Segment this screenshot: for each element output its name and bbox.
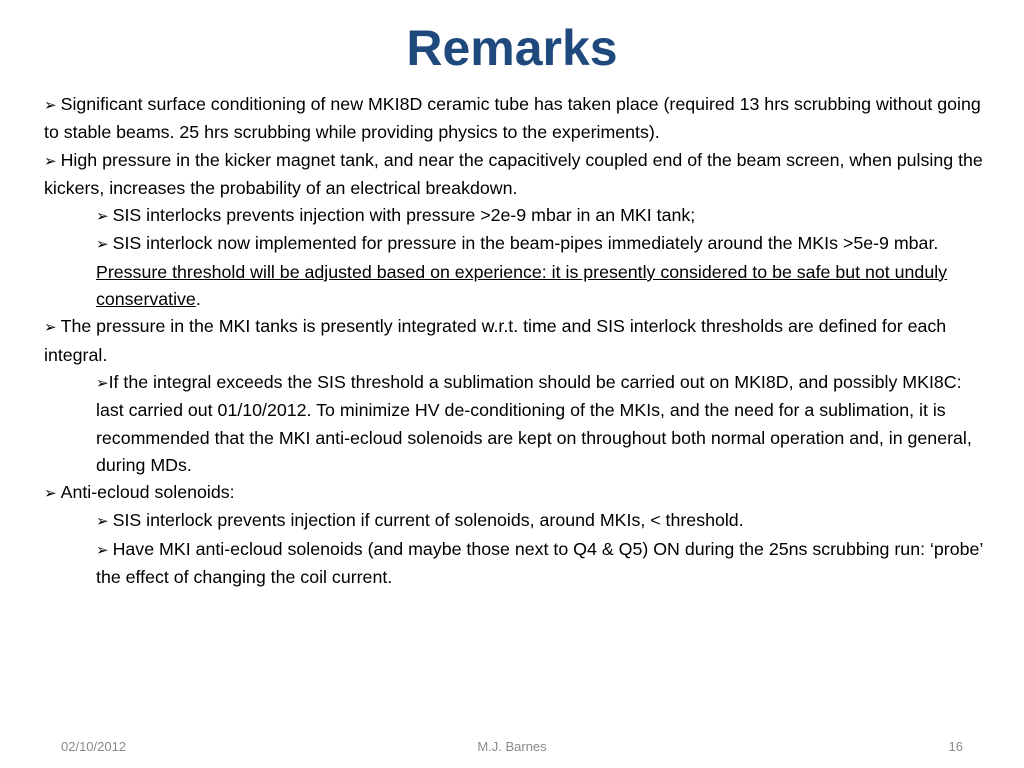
bullet-text: SIS interlocks prevents injection with pressure >2e-9 mbar in an MKI tank; [112, 205, 696, 226]
footer-page-number: 16 [948, 739, 963, 754]
bullet-text: Anti-ecloud solenoids: [60, 482, 235, 503]
sub-bullet-solenoid-interlock [96, 507, 989, 535]
sub-bullet-solenoids-on [96, 536, 989, 592]
bullet-text: SIS interlock now implemented for pressure in the beam-pipes immediately around the MKIs >5e-9 mbar. [112, 233, 939, 254]
sub-bullet-sis-interlock-beam-pipes [96, 230, 989, 313]
footer-author: M.J. Barnes [477, 739, 547, 754]
footer-date: 02/10/2012 [61, 739, 127, 754]
bullet-pressure-integrated [44, 313, 989, 369]
underlined-text: Pressure threshold will be adjusted based on experience: it is presently considered to be safe but not unduly conservative [96, 261, 948, 310]
bullet-text: High pressure in the kicker magnet tank, and near the capacitively coupled end of the beam screen, when pulsing the kickers, increases the probability of an electrical breakdown. [44, 149, 983, 198]
bullet-text-end: . [195, 289, 201, 310]
arrow-bullet-icon: ➢ [96, 208, 109, 226]
bullet-text: If the integral exceeds the SIS threshold a sublimation should be carried out on MKI8D, and possibly MKI8C: last carried out 01/10/2012. To minimize HV de-conditioning of the MKIs, and the need for a sublimation, it is recommended that the MKI anti-ecloud solenoids are kept on throughout both normal operation and, in general, during MDs. [96, 371, 972, 475]
bullet-text: Have MKI anti-ecloud solenoids (and maybe those next to Q4 & Q5) ON during the 25ns scrubbing run: ‘probe’ the effect of changing the coil current. [96, 538, 983, 588]
arrow-bullet-icon: ➢ [96, 236, 109, 254]
arrow-bullet-icon: ➢ [44, 97, 57, 114]
arrow-bullet-icon: ➢ [96, 374, 109, 392]
bullet-text: Significant surface conditioning of new MKI8D ceramic tube has taken place (required 13 hrs scrubbing without going to stable beams. 25 hrs scrubbing while providing physics to the experiments). [44, 94, 981, 143]
arrow-bullet-icon: ➢ [44, 319, 57, 337]
arrow-bullet-icon: ➢ [44, 485, 57, 503]
arrow-bullet-icon: ➢ [44, 152, 57, 170]
slide-body [44, 91, 989, 591]
bullet-anti-ecloud [44, 479, 989, 507]
sub-bullet-sis-interlocks-tank [96, 202, 989, 230]
arrow-bullet-icon: ➢ [96, 513, 109, 531]
arrow-bullet-icon: ➢ [96, 541, 109, 559]
bullet-text: The pressure in the MKI tanks is presently integrated w.r.t. time and SIS interlock thresholds are defined for each integral. [44, 316, 947, 365]
bullet-text: SIS interlock prevents injection if current of solenoids, around MKIs, < threshold. [112, 510, 744, 531]
bullet-high-pressure [44, 147, 989, 203]
bullet-surface-conditioning [44, 91, 989, 147]
sub-bullet-sublimation [96, 369, 989, 479]
slide-title: Remarks [406, 20, 618, 76]
